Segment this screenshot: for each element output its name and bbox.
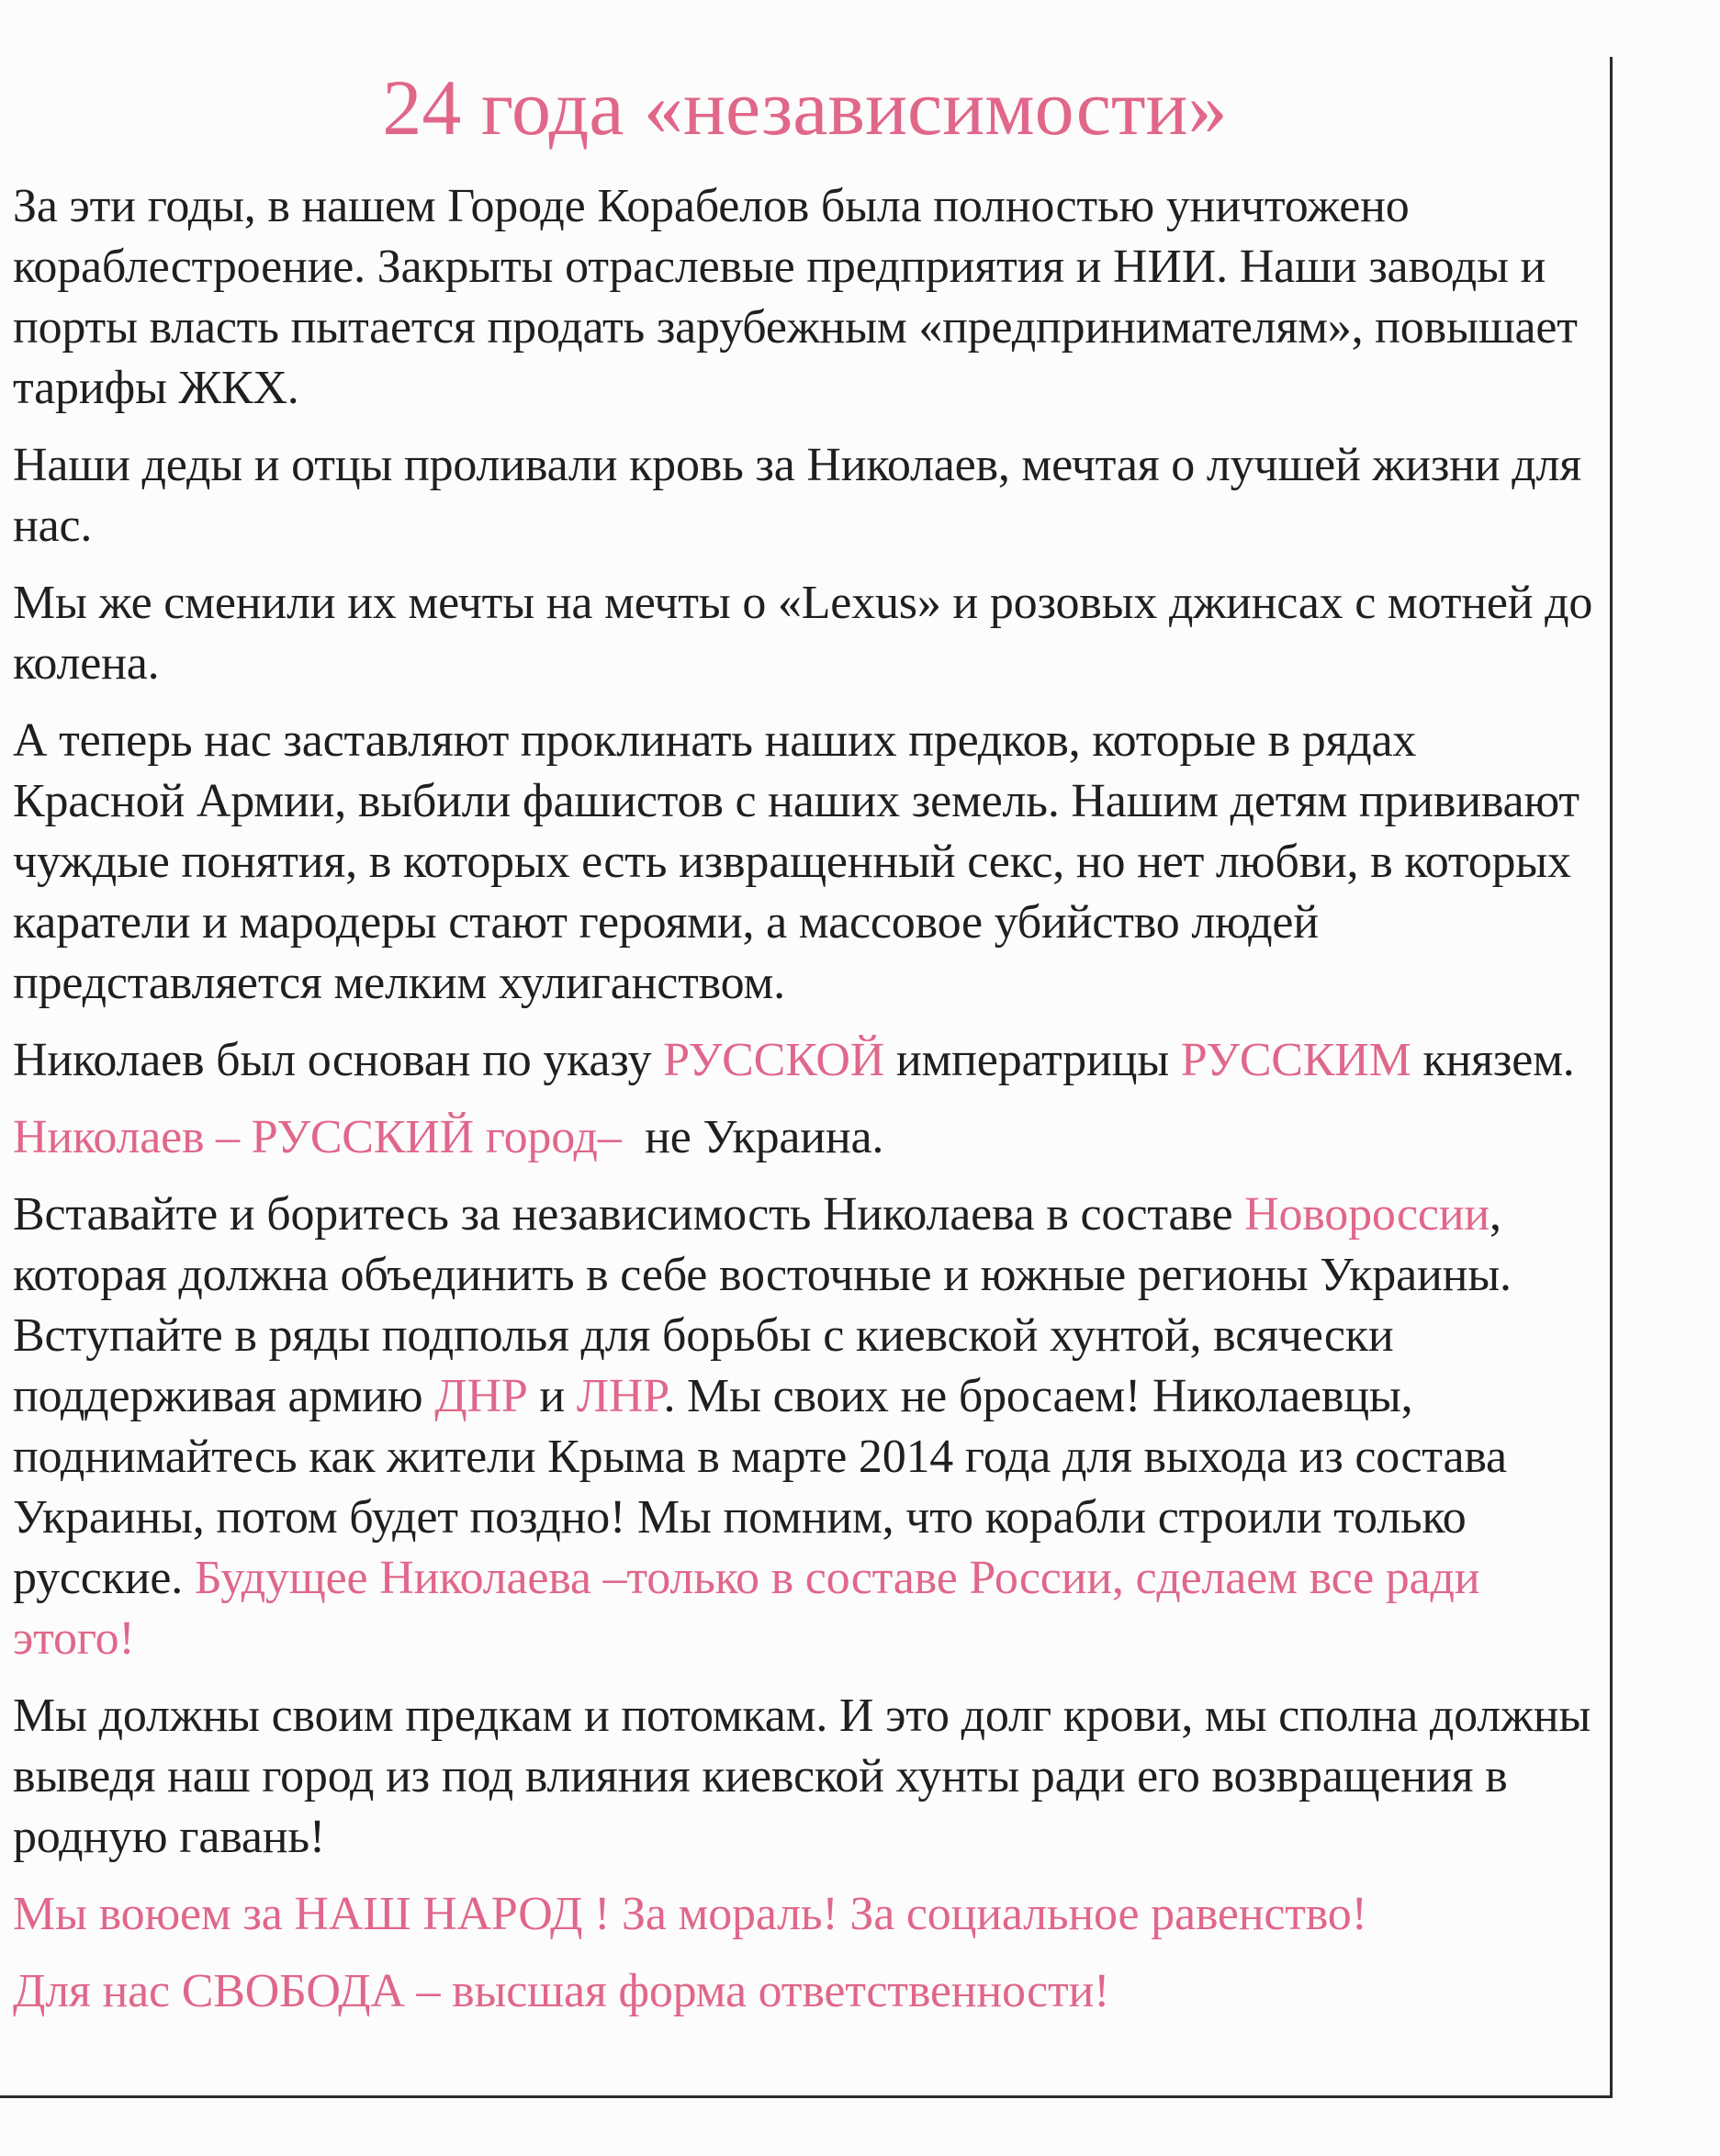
call-highlight-lnr: ЛНР: [576, 1370, 664, 1422]
page-border-right: [1610, 57, 1613, 2097]
call-text-2: , которая должна объединить в себе восточные и южные регионы Украины. Вступайте в ряды подполья для борьбы с киевской хунтой, всячески поддерживая армию: [13, 1188, 1512, 1422]
slogan-freedom: Для нас СВОБОДА – высшая форма ответственности!: [13, 1965, 1110, 2017]
paragraph-call-to-action: [13, 1185, 1597, 1669]
paragraph-founding: [13, 1030, 1597, 1091]
paragraph-shipbuilding: За эти годы, в нашем Городе Корабелов была полностью уничтожено кораблестроение. Закрыты отраслевые предприятия и НИИ. Наши заводы и порты власть пытается продать зарубежным «предпринимателям», повышает тарифы ЖКХ.: [13, 180, 1578, 414]
call-highlight-novorossiya: Новороссии: [1244, 1188, 1490, 1241]
paragraph-dreams: Мы же сменили их мечты на мечты о «Lexus» и розовых джинсах с мотней до колена.: [13, 577, 1593, 690]
russian-city-highlight: Николаев – РУССКИЙ город–: [13, 1111, 622, 1163]
call-highlight-dnr: ДНР: [434, 1370, 528, 1422]
founding-text-2: императрицы: [884, 1034, 1181, 1086]
founding-highlight-1: РУССКОЙ: [663, 1034, 885, 1086]
founding-highlight-2: РУССКИМ: [1180, 1034, 1411, 1086]
call-text-3: и: [527, 1370, 577, 1422]
call-highlight-future: Будущее Николаева –только в составе России, сделаем все ради этого!: [13, 1552, 1480, 1665]
founding-text-1: Николаев был основан по указу: [13, 1034, 664, 1086]
paragraph-blood-debt: Мы должны своим предкам и потомкам. И это долг крови, мы сполна должны выведя наш город из под влияния киевской хунты ради его возвращения в родную гавань!: [13, 1690, 1591, 1863]
founding-text-3: князем.: [1411, 1034, 1575, 1086]
document-body: [13, 176, 1597, 2038]
paragraph-russian-city: [13, 1107, 1597, 1168]
russian-city-text: не Украина.: [621, 1111, 884, 1163]
paragraph-ancestors: Наши деды и отцы проливали кровь за Николаев, мечтая о лучшей жизни для нас.: [13, 439, 1581, 552]
document-title: 24 года «независимости»: [382, 63, 1228, 152]
page-border-bottom: [0, 2095, 1613, 2098]
slogan-people: Мы воюем за НАШ НАРОД ! За мораль! За социальное равенство!: [13, 1888, 1367, 1940]
call-text-1: Вставайте и боритесь за независимость Николаева в составе: [13, 1188, 1245, 1241]
paragraph-curse-ancestors: А теперь нас заставляют проклинать наших предков, которые в рядах Красной Армии, выбили фашистов с наших земель. Нашим детям прививают чуждые понятия, в которых есть извращенный секс, но нет любви, в которых каратели и мародеры стают героями, а массовое убийство людей представляется мелким хулиганством.: [13, 714, 1579, 1009]
call-text-4: . Мы своих не бросаем! Николаевцы, поднимайтесь как жители Крыма в марте 2014 года для выхода из состава Украины, потом будет поздно! Мы помним, что корабли строили только русские.: [13, 1370, 1507, 1604]
